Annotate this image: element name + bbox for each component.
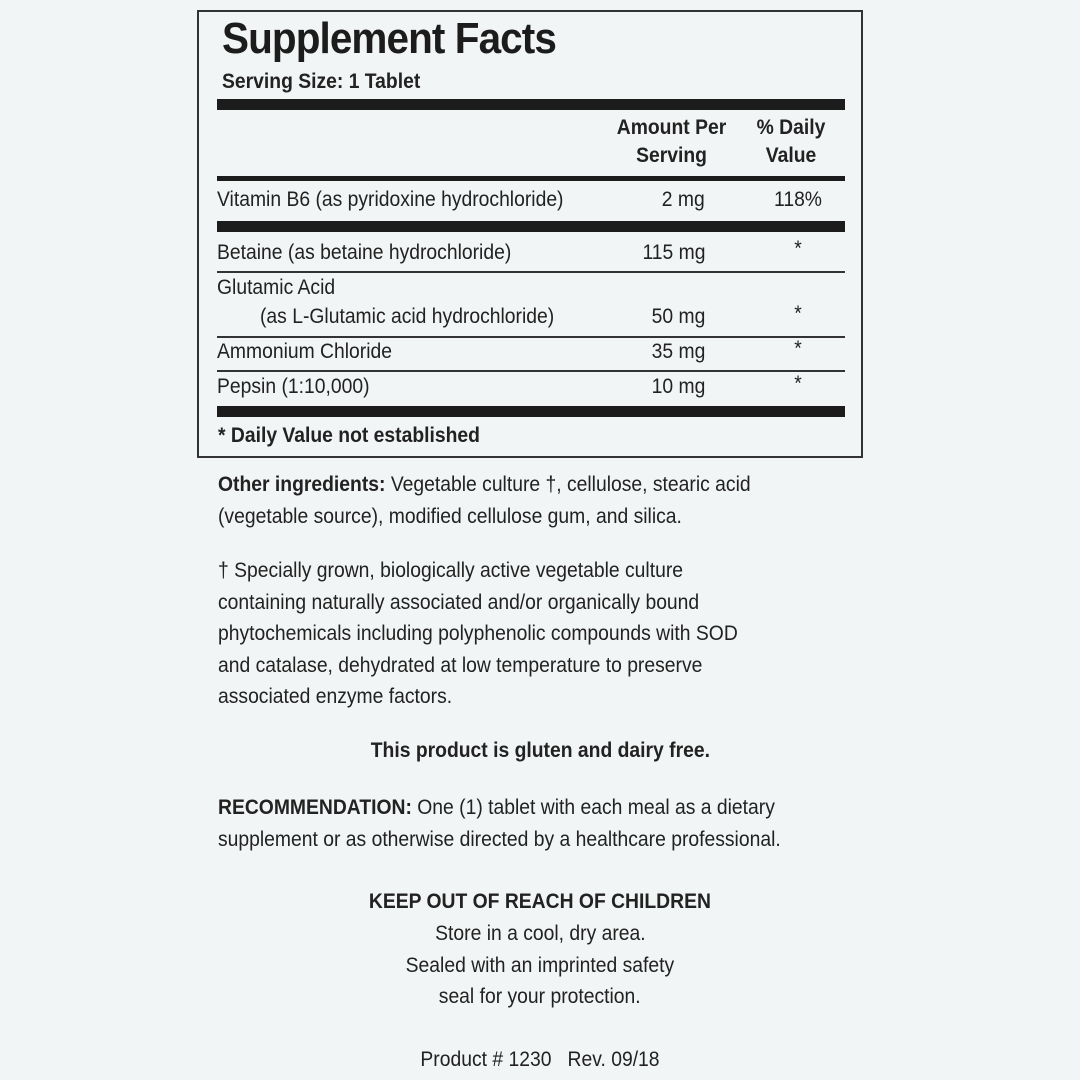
divider-thick [217,99,845,110]
recommendation: RECOMMENDATION: One (1) tablet with each meal as a dietary supplement or as otherwise directed by a healthcare professional. [218,796,781,851]
nutrient-name: Ammonium Chloride [217,340,393,363]
panel-title: Supplement Facts [222,14,556,63]
other-ingredients: Other ingredients: Vegetable culture †, cellulose, stearic acid (vegetable source), modified cellulose gum, and silica. [218,473,751,528]
safety-seal-line: Sealed with an imprinted safety [405,954,675,977]
nutrient-name: Glutamic Acid [217,276,336,299]
nutrient-daily-value: * [794,237,802,260]
other-ingredients-label: Other ingredients: [218,473,386,496]
nutrient-amount: 2 mg [662,188,705,211]
nutrient-daily-value: * [794,372,802,395]
storage-line: Store in a cool, dry area. [434,922,646,945]
divider-thin [217,271,845,273]
nutrient-name: Pepsin (1:10,000) [217,375,370,398]
divider-medium [217,176,845,181]
safety-seal-line: seal for your protection. [439,985,641,1008]
serving-size: Serving Size: 1 Tablet [222,70,421,93]
nutrient-amount: 35 mg [651,340,705,363]
nutrient-source: (as L-Glutamic acid hydrochloride) [260,305,555,328]
nutrient-daily-value: 118% [774,188,822,211]
divider-thick [217,221,845,232]
divider-thick [217,406,845,417]
nutrient-amount: 50 mg [651,305,705,328]
nutrient-amount: 115 mg [641,241,705,264]
nutrient-daily-value: * [794,302,802,325]
culture-footnote: † Specially grown, biologically active vegetable culture containing naturally associated and/or organically bound phytochemicals including polyphenolic compounds with SOD and catalase, dehydrated at low temperature to preserve associated enzyme factors. [218,559,738,708]
allergen-statement: This product is gluten and dairy free. [370,739,710,762]
nutrient-daily-value: * [794,337,802,360]
warning-heading: KEEP OUT OF REACH OF CHILDREN [368,890,712,913]
nutrient-name: Vitamin B6 (as pyridoxine hydrochloride) [217,188,564,211]
daily-value-footnote: * Daily Value not established [218,424,480,447]
nutrient-amount: 10 mg [651,375,705,398]
product-number: Product # 1230 Rev. 09/18 [420,1048,660,1071]
recommendation-label: RECOMMENDATION: [218,796,412,819]
divider-thin [217,336,845,338]
nutrient-name: Betaine (as betaine hydrochloride) [217,241,512,264]
divider-thin [217,370,845,372]
column-header-amount: Amount Per Serving [616,116,727,167]
column-header-daily-value: % Daily Value [756,116,826,167]
